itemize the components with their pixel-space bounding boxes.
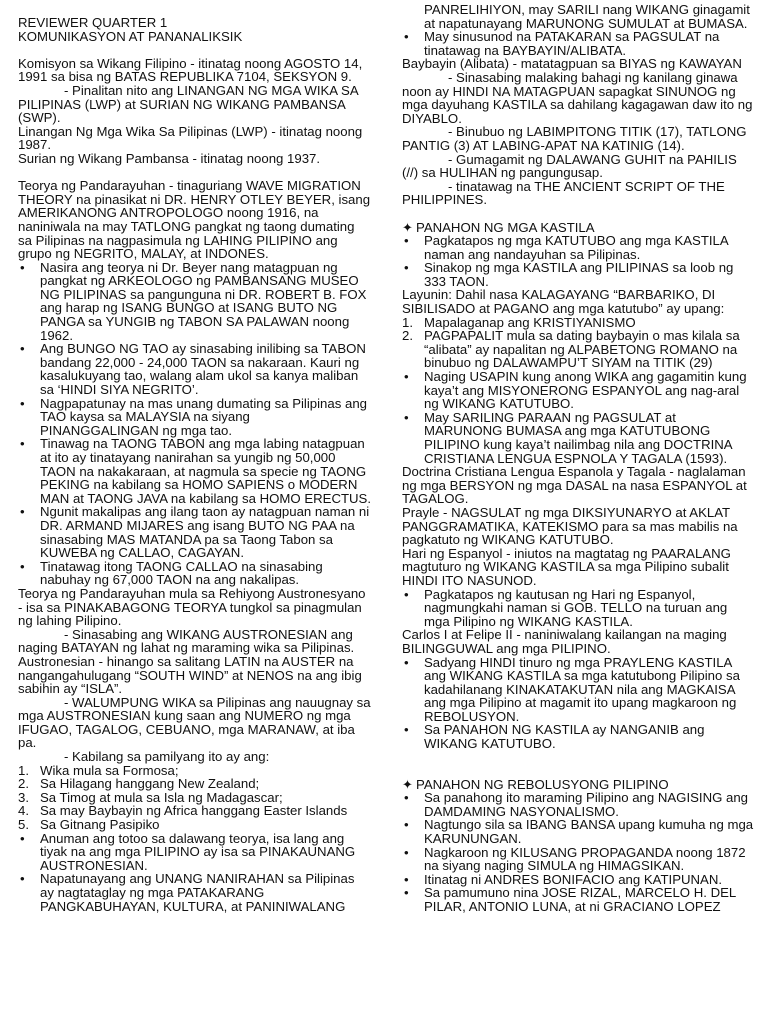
list-item: 1. Mapalaganap ang KRISTIYANISMO <box>402 314 636 330</box>
list-item: • Sa panahong ito maraming Pilipino ang NAGISING ang DAMDAMING NASYONALISMO. <box>402 791 754 818</box>
walumpung-wika-note: - WALUMPUNG WIKA sa Pilipinas ang nauugnay sa mga AUSTRONESIAN kung saan ang NUMERO ng mga IFUGAO, TAGALOG, CEBUANO, mga MARANAW, at iba pa. <box>18 694 371 751</box>
list-item: • Sa pamumuno nina JOSE RIZAL, MARCELO H. DEL PILAR, ANTONIO LUNA, at ni GRACIANO LOPEZ <box>402 886 754 913</box>
hari-bullet-list <box>402 588 754 629</box>
section-heading-kastila: ✦ PANAHON NG MGA KASTILA <box>402 219 595 235</box>
list-item: • Nagkaroon ng KILUSANG PROPAGANDA noong 1872 na siyang naging SIMULA ng HIMAGSIKAN. <box>402 846 754 873</box>
list-item: 1. Wika mula sa Formosa; <box>18 762 179 778</box>
list-item: • Sinakop ng mga KASTILA ang PILIPINAS sa loob ng 333 TAON. <box>402 261 754 288</box>
rebolusyon-bullet-list <box>402 791 754 913</box>
star-bullet-icon: ✦ <box>402 776 414 792</box>
list-item: 4. Sa may Baybayin ng Africa hanggang Easter Islands <box>18 803 348 819</box>
right-column <box>402 3 754 914</box>
list-item: • Anuman ang totoo sa dalawang teorya, isa lang ang tiyak na ang mga PILIPINO ay isa sa PINAKAUNANG AUSTRONESIAN. <box>18 832 372 873</box>
star-bullet-icon: ✦ <box>402 219 414 235</box>
lwp-paragraph: Linangan Ng Mga Wika Sa Pilipinas (LWP) - itinatag noong 1987. <box>18 123 363 153</box>
list-item: • Ang BUNGO NG TAO ay sinasabing inilibing sa TABON bandang 22,000 - 24,000 TAON sa nakaraan. Kauri ng kasalukuyang tao, walang alam ukol sa kanya maliban sa ‘HINDI SIYA NEGRITO’. <box>18 342 372 396</box>
family-numbered-list <box>18 764 372 832</box>
kabilang-note: - Kabilang sa pamilyang ito ay ang: <box>64 749 270 765</box>
list-item: • Nasira ang teorya ni Dr. Beyer nang matagpuan ng pangkat ng ARKEOLOGO ng PAMBANSANG MUSEO NG PILIPINAS sa pangunguna ni DR. ROBERT B. FOX ang harap ng ISANG BUNGO at ISANG BUTO NG PANGA sa YUNGIB ng TABON SA PALAWAN noong 1962. <box>18 261 372 343</box>
layunin-paragraph: Layunin: Dahil nasa KALAGAYANG “BARBARIKO, DI SIBILISADO at PAGANO ang mga katutubo” ay upang: <box>402 287 725 317</box>
doc-title: REVIEWER QUARTER 1 <box>18 15 168 30</box>
list-item: • Napatunayang ang UNANG NANIRAHAN sa Pilipinas ay nagtataglay ng mga PATAKARANG PANGKABUHAYAN, KULTURA, at PANINIWALANG <box>18 872 372 913</box>
list-item: • Itinatag ni ANDRES BONIFACIO ang KATIPUNAN. <box>402 873 754 887</box>
baybayin-note: - Sinasabing malaking bahagi ng kanilang ginawa noon ay HINDI NA MATAGPUAN sapagkat SINUNOG ng mga dayuhang KASTILA sa dahilang kagagawan daw ito ng DIYABLO. <box>402 69 753 126</box>
list-item: • Pagkatapos ng mga KATUTUBO ang mga KASTILA naman ang nandayuhan sa Pilipinas. <box>402 234 754 261</box>
baybayin-note: - Gumagamit ng DALAWANG GUHIT na PAHILIS (//) sa HULIHAN ng pangungusap. <box>402 151 737 181</box>
swp-paragraph: Surian ng Wikang Pambansa - itinatag noong 1937. <box>18 150 321 166</box>
list-item: • Pagkatapos ng kautusan ng Hari ng Espanyol, nagmungkahi naman si GOB. TELLO na turuan ang mga Pilipino ng WIKANG KASTILA. <box>402 588 754 629</box>
austronesian-paragraph: Austronesian - hinango sa salitang LATIN na AUSTER na nangangahulugang “SOUTH WIND” at NENOS na ang ibig sabihin ay “ISLA”. <box>18 653 362 697</box>
wika-bullet-list <box>402 370 754 465</box>
list-item: • May SARILING PARAAN ng PAGSULAT at MARUNONG BUMASA ang mga KATUTUBONG PILIPINO kung kaya’t nailimbag nila ang DOCTRINA CRISTIANA LENGUA ESPNOLA Y TAGALA (1593). <box>402 411 754 465</box>
kwf-paragraph: Komisyon sa Wikang Filipino - itinatag noong AGOSTO 14, 1991 sa bisa ng BATAS REPUBLIKA 7104, SEKSYON 9. <box>18 55 363 85</box>
baybayin-note: - Binubuo ng LABIMPITONG TITIK (17), TATLONG PANTIG (3) AT LABING-APAT NA KATINIG (14). <box>402 124 747 153</box>
doctrina-paragraph: Doctrina Cristiana Lengua Espanola y Tagala - naglalaman ng mga BERSYON ng mga DASAL na nasa ESPANYOL at TAGALOG. <box>402 464 747 507</box>
list-item: • Sadyang HINDI tinuro ng mga PRAYLENG KASTILA ang WIKANG KASTILA sa mga katutubong Pilipino sa kadahilanang KINAKATAKUTAN nila ang MAGKAISA ang mga Pilipino at magamit ito upang magkaroon ng REBOLUSYON. <box>402 656 754 724</box>
list-item: 5. Sa Gitnang Pasipiko <box>18 817 160 833</box>
list-item: • Nagtungo sila sa IBANG BANSA upang kumuha ng mga KARUNUNGAN. <box>402 818 754 845</box>
continued-paragraph: PANRELIHIYON, may SARILI nang WIKANG ginagamit at napatunayang MARUNONG SUMULAT at BUMASA. <box>424 2 750 31</box>
doc-subtitle: KOMUNIKASYON AT PANANALIKSIK <box>18 28 243 44</box>
wave-migration-paragraph: Teorya ng Pandarayuhan - tinaguriang WAVE MIGRATION THEORY na pinasikat ni DR. HENRY OTLEY BEYER, isang AMERIKANONG ANTROPOLOGO noong 1916, na naniniwala na may TATLONG pangkat ng taong dumating sa Pilipinas na nagpasimula ng LAHING PILIPINO ang grupo ng NEGRITO, MALAY, at INDONES. <box>18 178 371 262</box>
list-item: • Naging USAPIN kung anong WIKA ang gagamitin kung kaya’t ang MISYONERONG ESPANYOL ang nag-aral ng WIKANG KATUTUBO. <box>402 370 754 411</box>
list-item: • May sinusunod na PATAKARAN sa PAGSULAT na tinatawag na BAYBAYIN/ALIBATA. <box>402 30 754 57</box>
austronesyano-note: - Sinasabing ang WIKANG AUSTRONESIAN ang naging BATAYAN ng lahat ng maraming wika sa Pilipinas. <box>18 626 355 656</box>
list-item: 2. PAGPAPALIT mula sa dating baybayin o mas kilala sa “alibata” ay napalitan ng ALPABETONG ROMANO na binubuo ng DALAWAMPU’T SIYAM na TITIK (29) <box>402 328 740 371</box>
prayle-paragraph: Prayle - NAGSULAT ng mga DIKSIYUNARYO at AKLAT PANGGRAMATIKA, KATEKISMO para sa mas mabilis na pagkatuto ng WIKANG KATUTUBO. <box>402 504 738 548</box>
baybayin-note: - tinatawag na THE ANCIENT SCRIPT OF THE PHILIPPINES. <box>402 178 725 208</box>
kwf-note: - Pinalitan nito ang LINANGAN NG MGA WIKA SA PILIPINAS (LWP) at SURIAN NG WIKANG PAMBANSA (SWP). <box>18 82 358 126</box>
section-heading-rebolusyon: ✦ PANAHON NG REBOLUSYONG PILIPINO <box>402 776 669 792</box>
layunin-numbered-list <box>402 316 754 370</box>
list-item: 3. Sa Timog at mula sa Isla ng Madagascar; <box>18 789 283 805</box>
baybayin-paragraph: Baybayin (Alibata) - matatagpuan sa BIYAS ng KAWAYAN <box>402 56 742 72</box>
carlos-paragraph: Carlos I at Felipe II - naniniwalang kailangan na maging BILINGGUWAL ang mga PILIPINO. <box>402 627 727 656</box>
wave-bullet-list <box>18 261 372 587</box>
list-item: 2. Sa Hilagang hanggang New Zealand; <box>18 776 260 792</box>
continued-bullet-list <box>402 30 754 57</box>
austronesyano-paragraph: Teorya ng Pandarayuhan mula sa Rehiyong Austronesyano - isa sa PINAKABAGONG TEORYA tungkol sa pinagmulan ng lahing Pilipino. <box>18 585 366 629</box>
kastila-bullet-list <box>402 234 754 288</box>
left-column <box>18 16 372 913</box>
list-item: • Ngunit makalipas ang ilang taon ay natagpuan naman ni DR. ARMAND MIJARES ang isang BUTO NG PAA na sinasabing MAS MATANDA pa sa Taong Tabon sa KUWEBA ng CALLAO, CAGAYAN. <box>18 505 372 559</box>
conclusion-bullet-list <box>18 832 372 914</box>
list-item: • Nagpapatunay na mas unang dumating sa Pilipinas ang TAO kaysa sa MALAYSIA na siyang PINANGGALINGAN ng mga tao. <box>18 397 372 438</box>
carlos-bullet-list <box>402 656 754 751</box>
list-item: • Tinawag na TAONG TABON ang mga labing natagpuan at ito ay tinatayang nanirahan sa yungib ng 50,000 TAON na nakakaraan, at nagmula sa specie ng TAONG PEKING na kabilang sa HOMO SAPIENS o MODERN MAN at TAONG JAVA na kabilang sa HOMO ERECTUS. <box>18 437 372 505</box>
list-item: • Sa PANAHON NG KASTILA ay NANGANIB ang WIKANG KATUTUBO. <box>402 723 754 750</box>
list-item: • Tinatawag itong TAONG CALLAO na sinasabing nabuhay ng 67,000 TAON na ang nakalipas. <box>18 560 372 587</box>
hari-paragraph: Hari ng Espanyol - iniutos na magtatag ng PAARALANG magtuturo ng WIKANG KASTILA sa mga Pilipino subalit HINDI ITO NASUNOD. <box>402 545 731 588</box>
